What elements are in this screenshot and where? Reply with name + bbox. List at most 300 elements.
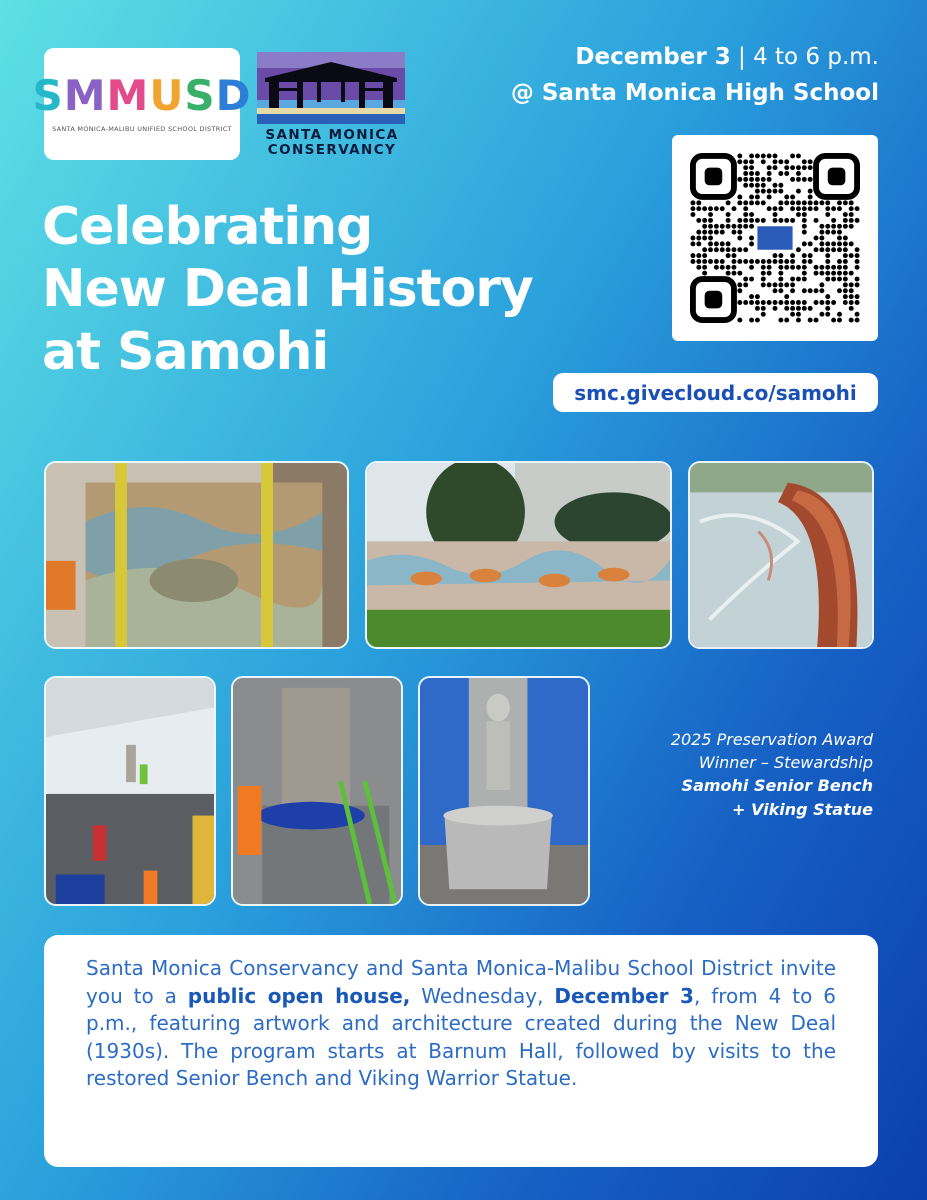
qr-module [696, 259, 701, 264]
qr-module [690, 259, 695, 264]
qr-module [761, 218, 766, 223]
description-date: December 3 [554, 983, 694, 1008]
description-open-house: public open house, [187, 983, 411, 1008]
qr-module [755, 294, 760, 299]
qr-module [702, 247, 707, 252]
qr-module [790, 288, 795, 293]
qr-module [784, 200, 789, 205]
title-line-3: at Samohi [42, 321, 329, 382]
qr-module [773, 159, 778, 164]
qr-module [767, 189, 772, 194]
qr-module [790, 253, 795, 258]
qr-module [819, 265, 824, 270]
qr-module [796, 153, 801, 158]
qr-module [784, 282, 789, 287]
qr-module [714, 241, 719, 246]
qr-module [773, 300, 778, 305]
qr-module [837, 224, 842, 229]
qr-module [743, 259, 748, 264]
qr-module [778, 271, 783, 276]
qr-module [855, 253, 860, 258]
qr-module [790, 312, 795, 317]
qr-module [802, 259, 807, 264]
qr-module [808, 241, 813, 246]
qr-module [784, 265, 789, 270]
qr-module [819, 200, 824, 205]
qr-module [808, 195, 813, 200]
qr-module [849, 241, 854, 246]
qr-module [773, 183, 778, 188]
qr-module [720, 206, 725, 211]
qr-module [708, 230, 713, 235]
qr-module [749, 259, 754, 264]
qr-module [696, 218, 701, 223]
qr-module [849, 218, 854, 223]
qr-module [796, 206, 801, 211]
qr-module [743, 224, 748, 229]
qr-module [802, 253, 807, 258]
qr-module [843, 212, 848, 217]
qr-module [831, 230, 836, 235]
qr-module [808, 200, 813, 205]
qr-module [749, 318, 754, 323]
qr-module [790, 277, 795, 282]
qr-module [819, 236, 824, 241]
qr-module [802, 271, 807, 276]
qr-module [726, 200, 731, 205]
fountain-restoration-image [233, 678, 401, 904]
award-line-1: 2025 Preservation Award [670, 730, 873, 749]
qr-module [726, 212, 731, 217]
qr-module [696, 200, 701, 205]
qr-module [837, 288, 842, 293]
qr-module [814, 288, 819, 293]
qr-module [726, 253, 731, 258]
qr-module [849, 318, 854, 323]
qr-module [843, 259, 848, 264]
qr-module [702, 253, 707, 258]
qr-module [773, 218, 778, 223]
qr-module [749, 277, 754, 282]
qr-module [819, 224, 824, 229]
qr-module [702, 259, 707, 264]
qr-module [855, 259, 860, 264]
title-line-2: New Deal History [42, 259, 533, 320]
qr-module [802, 265, 807, 270]
qr-module [708, 218, 713, 223]
qr-module [696, 230, 701, 235]
mosaic-restoration-image [46, 463, 347, 647]
qr-module [796, 212, 801, 217]
qr-module [796, 165, 801, 170]
qr-module [831, 271, 836, 276]
qr-module [843, 265, 848, 270]
qr-module [696, 253, 701, 258]
qr-module [790, 177, 795, 182]
qr-module [796, 171, 801, 176]
qr-module [726, 271, 731, 276]
qr-module [732, 253, 737, 258]
qr-module [778, 282, 783, 287]
qr-code[interactable] [672, 135, 878, 341]
qr-module [732, 271, 737, 276]
qr-module [819, 312, 824, 317]
qr-module [755, 318, 760, 323]
senior-bench-mural-image [367, 463, 670, 647]
qr-module [726, 218, 731, 223]
qr-module [825, 277, 830, 282]
qr-module [802, 230, 807, 235]
description-part-1: Santa Monica Conservancy and Santa Monica-Malibu School District invite you to a [86, 956, 836, 1008]
qr-module [743, 212, 748, 217]
qr-module [831, 241, 836, 246]
qr-module [825, 247, 830, 252]
qr-module [843, 300, 848, 305]
qr-module [802, 212, 807, 217]
qr-module [767, 265, 772, 270]
qr-module [837, 277, 842, 282]
qr-module [767, 195, 772, 200]
qr-module [825, 265, 830, 270]
qr-module [761, 177, 766, 182]
qr-module [737, 230, 742, 235]
qr-module [784, 218, 789, 223]
qr-module [796, 306, 801, 311]
qr-module [773, 306, 778, 311]
qr-module [831, 277, 836, 282]
qr-module [778, 265, 783, 270]
qr-module [737, 247, 742, 252]
qr-module [737, 288, 742, 293]
qr-module [755, 153, 760, 158]
qr-module [761, 265, 766, 270]
smmusd-logo-wordmark: SMMUSD [32, 71, 252, 120]
photo-senior-bench-mural [365, 461, 672, 649]
qr-module [790, 206, 795, 211]
qr-module [743, 159, 748, 164]
qr-module [767, 271, 772, 276]
qr-module [808, 206, 813, 211]
qr-module [825, 306, 830, 311]
qr-module [767, 177, 772, 182]
qr-module [825, 241, 830, 246]
event-date: December 3 [575, 44, 731, 70]
qr-module [837, 318, 842, 323]
qr-module [778, 159, 783, 164]
qr-module [796, 177, 801, 182]
description-part-2: Wednesday, [410, 983, 555, 1008]
qr-module [843, 282, 848, 287]
qr-module [843, 236, 848, 241]
qr-module [802, 218, 807, 223]
qr-module [743, 177, 748, 182]
qr-module [808, 288, 813, 293]
qr-module [755, 195, 760, 200]
qr-module [819, 271, 824, 276]
qr-module [749, 159, 754, 164]
bench-aerial-image [690, 463, 872, 647]
qr-module [749, 195, 754, 200]
qr-module [773, 288, 778, 293]
qr-module [690, 241, 695, 246]
qr-module [849, 253, 854, 258]
qr-module [737, 236, 742, 241]
qr-module [855, 312, 860, 317]
qr-module [726, 265, 731, 270]
qr-module [825, 259, 830, 264]
qr-module [708, 236, 713, 241]
qr-module [708, 224, 713, 229]
qr-module [761, 183, 766, 188]
qr-module [837, 247, 842, 252]
qr-module [825, 212, 830, 217]
qr-module [849, 271, 854, 276]
qr-module [790, 153, 795, 158]
qr-module [855, 218, 860, 223]
qr-module [778, 288, 783, 293]
qr-module [732, 224, 737, 229]
qr-module [796, 300, 801, 305]
viking-statue-image [420, 678, 588, 904]
qr-module [743, 277, 748, 282]
qr-module [843, 241, 848, 246]
qr-module [843, 218, 848, 223]
qr-module [843, 224, 848, 229]
qr-module [825, 300, 830, 305]
qr-module [790, 306, 795, 311]
qr-module [749, 212, 754, 217]
qr-finder-center [828, 168, 846, 186]
qr-module [831, 265, 836, 270]
qr-module [720, 230, 725, 235]
qr-module [808, 306, 813, 311]
qr-module [743, 200, 748, 205]
qr-module [802, 241, 807, 246]
qr-module [855, 294, 860, 299]
qr-module [761, 271, 766, 276]
qr-module [708, 241, 713, 246]
qr-module [831, 224, 836, 229]
qr-module [708, 247, 713, 252]
award-caption [671, 728, 873, 821]
qr-module [726, 224, 731, 229]
award-line-4: + Viking Statue [732, 799, 873, 819]
qr-module [767, 206, 772, 211]
qr-module [755, 177, 760, 182]
qr-module [837, 259, 842, 264]
qr-module [814, 200, 819, 205]
qr-module [802, 159, 807, 164]
qr-module [855, 247, 860, 252]
qr-module [790, 200, 795, 205]
qr-module [802, 300, 807, 305]
event-separator: | [730, 44, 754, 70]
qr-module [737, 282, 742, 287]
qr-module [714, 206, 719, 211]
qr-module [702, 224, 707, 229]
qr-module [814, 300, 819, 305]
qr-module [732, 206, 737, 211]
qr-module [690, 200, 695, 205]
qr-module [749, 300, 754, 305]
qr-module [784, 159, 789, 164]
qr-module [737, 177, 742, 182]
qr-module [778, 218, 783, 223]
qr-module [843, 200, 848, 205]
qr-module [808, 318, 813, 323]
qr-module [720, 224, 725, 229]
qr-module [849, 294, 854, 299]
qr-module [761, 189, 766, 194]
qr-module [737, 224, 742, 229]
qr-module [814, 318, 819, 323]
qr-finder-center [705, 168, 723, 186]
qr-module [802, 206, 807, 211]
qr-module [749, 171, 754, 176]
photo-viking-statue [418, 676, 590, 906]
qr-module [767, 300, 772, 305]
qr-module [714, 265, 719, 270]
qr-module [743, 165, 748, 170]
qr-module [761, 259, 766, 264]
qr-module [825, 271, 830, 276]
qr-module [749, 177, 754, 182]
qr-module [696, 206, 701, 211]
qr-module [784, 306, 789, 311]
qr-module [837, 230, 842, 235]
qr-module [814, 236, 819, 241]
conservancy-logo-art [257, 52, 405, 124]
qr-module [825, 200, 830, 205]
qr-module [702, 271, 707, 276]
qr-module [749, 224, 754, 229]
qr-module [690, 236, 695, 241]
qr-module [784, 165, 789, 170]
title-line-1: Celebrating [42, 197, 373, 257]
qr-module [784, 300, 789, 305]
qr-module [743, 206, 748, 211]
qr-module [796, 247, 801, 252]
qr-module [855, 282, 860, 287]
qr-module [737, 159, 742, 164]
qr-module [690, 253, 695, 258]
qr-module [855, 206, 860, 211]
qr-module [749, 200, 754, 205]
qr-module [737, 300, 742, 305]
qr-module [790, 165, 795, 170]
qr-module [714, 230, 719, 235]
qr-module [837, 312, 842, 317]
qr-module [849, 212, 854, 217]
qr-module [737, 200, 742, 205]
qr-module [749, 265, 754, 270]
qr-module [849, 200, 854, 205]
qr-module [743, 171, 748, 176]
qr-module [761, 300, 766, 305]
qr-module [743, 282, 748, 287]
qr-module [732, 247, 737, 252]
qr-module [743, 247, 748, 252]
qr-center-logo [757, 226, 792, 249]
qr-module [814, 206, 819, 211]
qr-module [732, 230, 737, 235]
qr-module [825, 294, 830, 299]
qr-module [790, 218, 795, 223]
qr-module [819, 230, 824, 235]
qr-module [790, 300, 795, 305]
qr-module [784, 195, 789, 200]
qr-module [802, 277, 807, 282]
smmusd-logo [32, 48, 252, 160]
qr-module [808, 189, 813, 194]
qr-module [743, 183, 748, 188]
qr-module [767, 153, 772, 158]
qr-module [773, 259, 778, 264]
qr-module [790, 265, 795, 270]
qr-module [749, 218, 754, 223]
qr-module [790, 282, 795, 287]
qr-module [778, 183, 783, 188]
qr-module [696, 265, 701, 270]
qr-module [749, 165, 754, 170]
qr-module [773, 153, 778, 158]
qr-module [825, 230, 830, 235]
qr-module [790, 195, 795, 200]
qr-module [778, 318, 783, 323]
qr-module [761, 153, 766, 158]
qr-module [778, 206, 783, 211]
qr-module [749, 236, 754, 241]
qr-module [802, 200, 807, 205]
qr-module [737, 259, 742, 264]
qr-module [843, 294, 848, 299]
qr-module [702, 236, 707, 241]
qr-module [843, 277, 848, 282]
qr-module [808, 165, 813, 170]
qr-module [825, 312, 830, 317]
qr-module [849, 206, 854, 211]
qr-module [784, 318, 789, 323]
qr-module [802, 224, 807, 229]
qr-module [720, 259, 725, 264]
qr-module [755, 259, 760, 264]
qr-module [749, 294, 754, 299]
qr-module [702, 218, 707, 223]
qr-module [843, 247, 848, 252]
qr-module [831, 300, 836, 305]
qr-module [802, 165, 807, 170]
qr-module [702, 206, 707, 211]
qr-module [796, 277, 801, 282]
smmusd-logo-subtitle: SANTA MONICA-MALIBU UNIFIED SCHOOL DISTRICT [52, 125, 232, 133]
qr-module [837, 241, 842, 246]
donate-url-link[interactable]: smc.givecloud.co/samohi [553, 373, 878, 412]
qr-module [726, 247, 731, 252]
qr-module [819, 241, 824, 246]
qr-module [761, 282, 766, 287]
qr-module [796, 200, 801, 205]
qr-module [737, 318, 742, 323]
event-time: 4 to 6 p.m. [753, 44, 879, 70]
qr-module [696, 241, 701, 246]
qr-module [796, 189, 801, 194]
qr-module [737, 153, 742, 158]
qr-module [837, 271, 842, 276]
qr-module [761, 312, 766, 317]
qr-module [720, 247, 725, 252]
qr-module [755, 306, 760, 311]
qr-module [749, 183, 754, 188]
